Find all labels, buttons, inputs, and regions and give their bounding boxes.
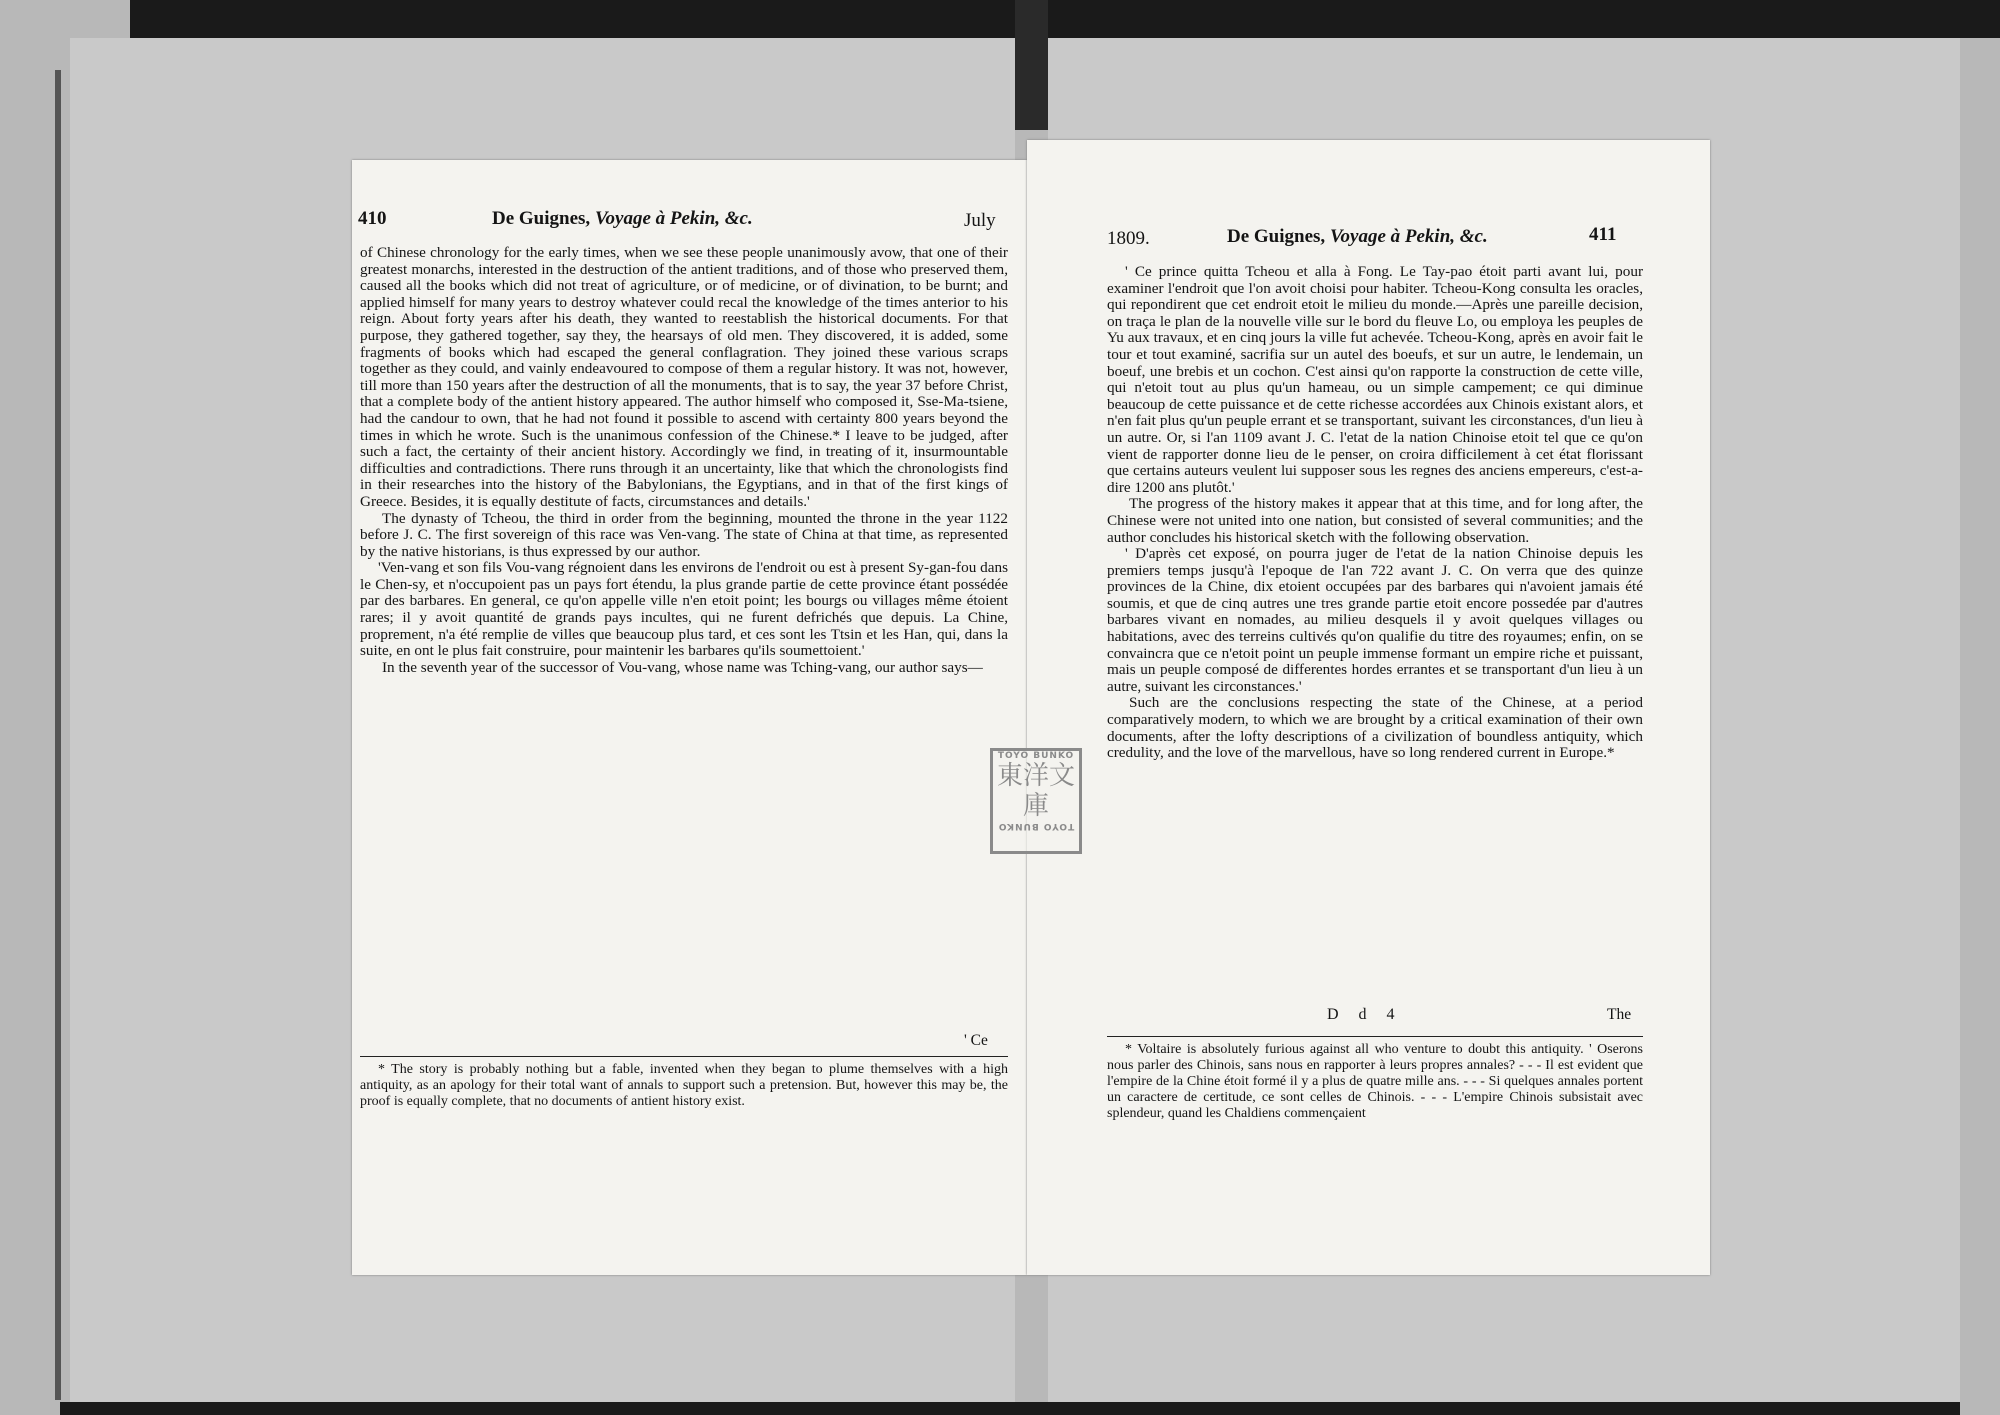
right-footnote-rule (1107, 1036, 1643, 1037)
stamp-bottom-text: TOYO BUNKO (997, 821, 1075, 831)
left-footnote (360, 1062, 1008, 1110)
scanner-border-bottom (60, 1402, 1960, 1415)
right-running-author: De Guignes, (1227, 226, 1326, 247)
right-paragraph-2: The progress of the history makes it appear that at this time, and for long after, the Chinese were not united into one nation, but consisted of several communities; and the author concludes his historical sketch with the following observation. (1107, 495, 1643, 546)
left-running-month: July (964, 210, 996, 231)
right-paragraph-3: ' D'après cet exposé, on pourra juger de l'etat de la nation Chinoise depuis les premiers temps jusqu'à l'epoque de l'an 722 avant J. C. On verra que des quinze provinces de la Chine, dix etoient occupées par des barbares qui n'avoient jamais été soumis, et que de cinq autres une tres grande partie etoit encore possedée par d'autres barbares vivant en nomades, au milieu desquels il y avoit quelques villages ou habitations, avec des terreins cultivés qu'on qualifie du titre des royaumes; enfin, on se convaincra que ce n'etoit point un peuple immense formant un empire riche et puissant, mais un peuple composé de differentes hordes errantes et se transportant d'un lieu à un autre, suivant les circonstances.' (1107, 545, 1643, 695)
book-gutter-shadow (1015, 0, 1048, 130)
right-page-number: 411 (1589, 224, 1617, 245)
right-footnote-text: * Voltaire is absolutely furious against all who venture to doubt this antiquity. ' Oserons nous parler des Chinois, sans nous en rapporter à leurs propres annales? - - - Il est evident que l'empire de la Chine étoit formé il y a plus de quatre mille ans. - - - Si quelques annales portent un caractere de certitude, ce sont celles de Chinois. - - - L'empire Chinois subsistait avec splendeur, quand les Chaldiens commençaient (1107, 1042, 1643, 1121)
library-stamp (990, 748, 1082, 854)
right-paragraph-1: ' Ce prince quitta Tcheou et alla à Fong. Le Tay-pao étoit parti avant lui, pour examiner l'endroit que l'on avoit choisi pour habiter. Tcheou-Kong consulta les oracles, qui repondirent que cet endroit etoit le milieu du monde.—Après une pareille decision, on traça le plan de la nouvelle ville sur le bord du fleuve Lo, ou employa les peuples de Yu aux travaux, et en cinq jours la ville fut achevée. Tcheou-Kong, après en avoir fait le tour et tout examiné, sacrifia sur un autel des boeufs, et sur un autre, le lendemain, un boeuf, une brebis et un cochon. C'est ainsi qu'on rapporte la construction de cette ville, qui n'etoit tout au plus qu'un hameau, ou un simple campement; ce qui diminue beaucoup de cette puissance et de cette richesse accordées aux Chinois existant alors, et n'en fait plus qu'un peuple errant et se transportant, suivant les circonstances, d'un lieu à un autre. Or, si l'an 1109 avant J. C. l'etat de la nation Chinoise etoit tel que ce qu'on vient de rapporter donne lieu de le penser, on croira difficilement à cet état florissant que certains auteurs veulent lui supposer sous les regnes des anciens empereurs, c'est-a-dire 1200 ans plutôt.' (1107, 263, 1643, 496)
stamp-seal-glyphs: 東洋文庫 (996, 761, 1075, 821)
left-paragraph-4: In the seventh year of the successor of Vou-vang, whose name was Tching-vang, our author says— (382, 658, 983, 676)
right-body-text (1107, 264, 1643, 762)
stamp-top-text: TOYO BUNKO (997, 751, 1075, 761)
right-page (1027, 140, 1710, 1275)
left-paragraph-1: of Chinese chronology for the early times, when we see these people unanimously avow, that one of their greatest monarchs, interested in the destruction of the antient traditions, and of those who preserved them, caused all the books which did not treat of agriculture, or of medicine, or of divination, to be burnt; and applied himself for many years to destroy whatever could recal the knowledge of the times anterior to his reign. About forty years after his death, they wanted to reestablish the historical documents. For that purpose, they gathered together, say they, the hearsays of old men. They discovered, it is added, some fragments of books which had escaped the general conflagration. They joined these various scraps together as they could, and vainly endeavoured to compose of them a regular history. It was not, however, till more than 150 years after the destruction of all the monuments, that is to say, the year 37 before Christ, that a complete body of the antient history appeared. The author himself who composed it, Sse-Ma-tsiene, had the candour to own, that he had not found it possible to ascend with certainty 800 years beyond the times in which he wrote. Such is the unanimous confession of the Chinese.* I leave to be judged, after such a fact, the certainty of their ancient history. Accordingly we find, in treating of it, insurmountable difficulties and contradictions. There runs through it an uncertainty, like that which the chronologists find in their researches into the history of the Babylonians, the Egyptians, and in that of the first kings of Greece. Besides, it is equally destitute of facts, circumstances and details.' (360, 244, 1008, 510)
left-footnote-text: * The story is probably nothing but a fable, invented when they began to plume themselves with a high antiquity, as an apology for their total want of annals to support such a pretension. But, however this may be, the proof is equally complete, that no documents of antient history exist. (360, 1062, 1008, 1109)
left-footnote-rule (360, 1056, 1008, 1057)
left-paragraph-2: The dynasty of Tcheou, the third in order from the beginning, mounted the throne in the year 1122 before J. C. The first sovereign of this race was Ven-vang. The state of China at that time, as represented by the native historians, is thus expressed by our author. (360, 509, 1008, 560)
left-running-title (492, 208, 753, 230)
scanner-border-top-left (130, 0, 1015, 38)
right-paragraph-4: Such are the conclusions respecting the state of the Chinese, at a period comparatively modern, to which we are brought by a critical examination of their own documents, after the lofty descriptions of a civilization of boundless antiquity, which credulity, and the love of the marvellous, have so long rendered current in Europe.* (1107, 694, 1643, 762)
right-footnote (1107, 1042, 1643, 1122)
left-paragraph-3: 'Ven-vang et son fils Vou-vang régnoient dans les environs de l'endroit ou est à present Sy-gan-fou dans le Chen-sy, et n'occupoient pas un pays fort étendu, la plus grande partie de cette province étant possédée par des barbares. En general, ce qu'on appelle ville n'en etoit point; les bourgs ou villages même étoient rares; il y avoit quantité de grands pays incultes, qui ne furent defrichés que depuis. La Chine, proprement, n'a été remplie de villes que beaucoup plus tard, et ces sont les Ttsin et les Han, qui, dans la suite, en ont le plus fait construire, pour maintenir les barbares qu'ils soumettoient.' (360, 559, 1008, 660)
left-catchword: ' Ce (964, 1032, 988, 1049)
left-body-text (360, 245, 1008, 676)
left-page (352, 160, 1027, 1275)
right-catchword: The (1607, 1006, 1632, 1023)
scanner-border-top-right (1048, 0, 2000, 38)
signature-mark: D d 4 (1327, 1006, 1403, 1023)
left-page-number: 410 (358, 208, 387, 229)
right-running-work: Voyage à Pekin, &c. (1329, 226, 1488, 247)
left-running-author: De Guignes, (492, 208, 591, 229)
left-running-work: Voyage à Pekin, &c. (594, 208, 753, 229)
book-edge-left (55, 70, 61, 1400)
right-running-title (1227, 226, 1488, 248)
right-running-year: 1809. (1107, 228, 1150, 249)
